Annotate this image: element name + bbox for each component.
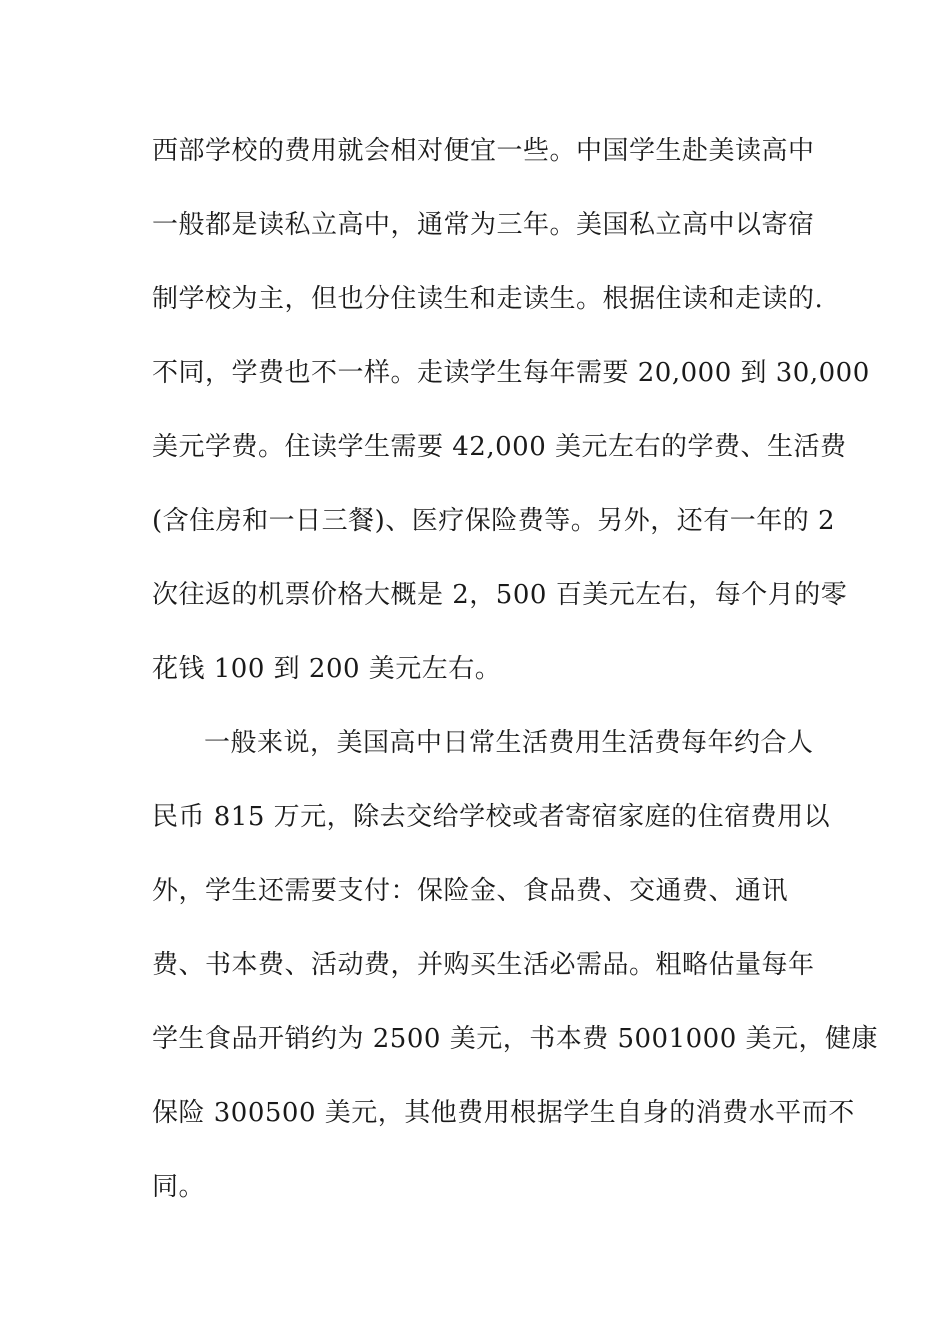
text-line: 费、书本费、活动费，并购买生活必需品。粗略估量每年: [152, 950, 815, 980]
text-line: 同。: [152, 1172, 206, 1202]
text-line: 次往返的机票价格大概是 2，500 百美元左右，每个月的零: [152, 580, 848, 610]
text-line: 民币 815 万元，除去交给学校或者寄宿家庭的住宿费用以: [152, 802, 831, 832]
text-line: 花钱 100 到 200 美元左右。: [152, 654, 502, 684]
text-line: 西部学校的费用就会相对便宜一些。中国学生赴美读高中: [152, 136, 815, 166]
text-line: 美元学费。住读学生需要 42,000 美元左右的学费、生活费: [152, 432, 847, 462]
text-line: 不同，学费也不一样。走读学生每年需要 20,000 到 30,000: [152, 358, 870, 388]
text-line: (含住房和一日三餐)、医疗保险费等。另外，还有一年的 2: [152, 506, 836, 536]
text-line: 学生食品开销约为 2500 美元，书本费 5001000 美元，健康: [152, 1024, 879, 1054]
text-line: 制学校为主，但也分住读生和走读生。根据住读和走读的.: [152, 284, 824, 314]
text-line: 一般都是读私立高中，通常为三年。美国私立高中以寄宿: [152, 210, 815, 240]
text-line: 外，学生还需要支付：保险金、食品费、交通费、通讯: [152, 876, 789, 906]
text-line: 一般来说，美国高中日常生活费用生活费每年约合人: [204, 728, 814, 758]
text-line: 保险 300500 美元，其他费用根据学生自身的消费水平而不: [152, 1098, 855, 1128]
